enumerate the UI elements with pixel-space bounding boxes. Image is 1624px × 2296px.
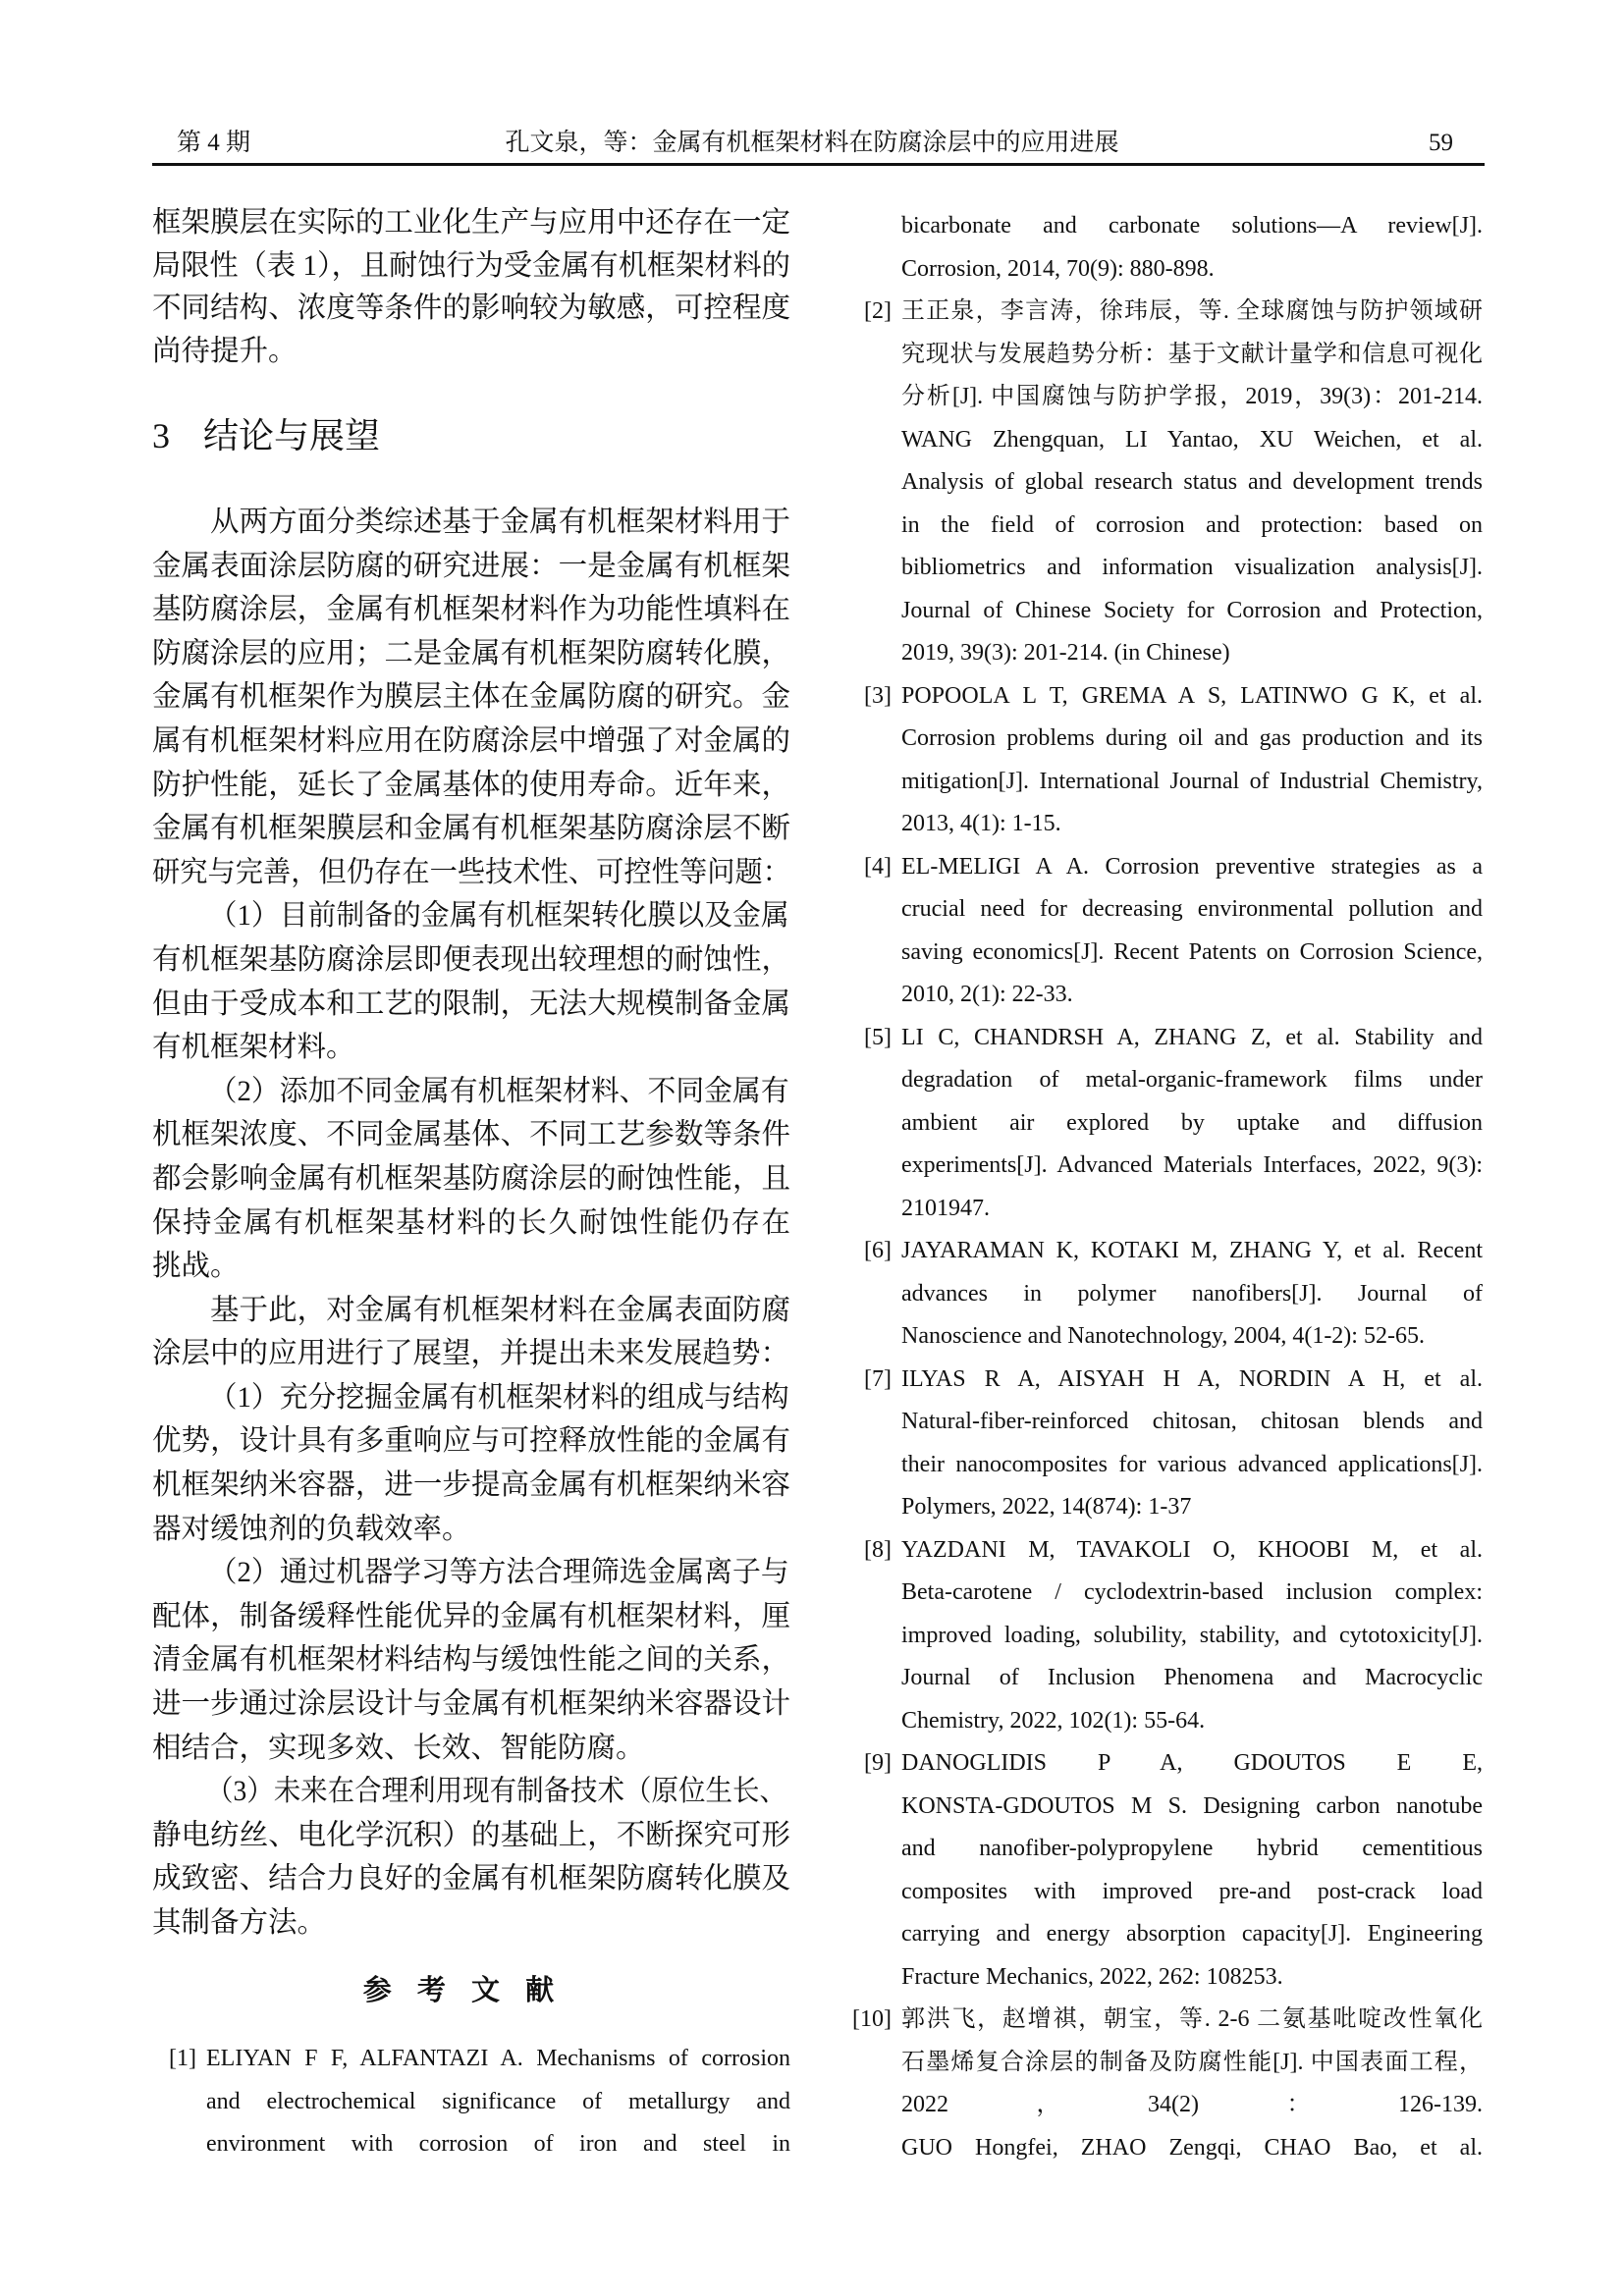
reference-item [864, 1359, 1483, 1529]
references-title: 参考文献 [362, 1975, 580, 2006]
text-line: EL-MELIGI A A. Corrosion preventive strategies as a [901, 853, 1483, 880]
reference-item [864, 846, 1483, 1017]
text-line: 涂层中的应用进行了展望，并提出未来发展趋势： [152, 1338, 790, 1370]
text-line: 研究与完善，但仍存在一些技术性、可控性等问题： [152, 856, 790, 888]
text-line: Corrosion problems during oil and gas production and its [901, 725, 1483, 751]
text-line: advances in polymer nanofibers[J]. Journal of [901, 1280, 1483, 1307]
section-number: 3 [152, 416, 170, 455]
text-line: crucial need for decreasing environmental pollution and [901, 896, 1483, 922]
reference-number: [5] [864, 1024, 892, 1050]
reference-item [852, 1999, 1483, 2169]
reference-item [864, 1230, 1483, 1359]
text-line: experiments[J]. Advanced Materials Interfaces, 2022, 9(3): [901, 1152, 1483, 1178]
text-line: 2019, 39(3): 201-214. (in Chinese) [901, 640, 1230, 666]
reference-number: [9] [864, 1750, 892, 1776]
text-line: Analysis of global research status and development trends [901, 469, 1483, 495]
text-line: 基于此，对金属有机框架材料在金属表面防腐 [210, 1294, 790, 1326]
reference-item [864, 1017, 1483, 1231]
paragraph [152, 894, 790, 1069]
text-line: （2）通过机器学习等方法合理筛选金属离子与 [208, 1557, 789, 1589]
text-line: 金属有机框架膜层和金属有机框架基防腐涂层不断 [152, 813, 790, 845]
text-line: 属有机框架材料应用在防腐涂层中增强了对金属的 [152, 724, 790, 757]
text-line: composites with improved pre-and post-crack load [901, 1878, 1483, 1904]
text-line: ambient air explored by uptake and diffusion [901, 1109, 1483, 1136]
reference-number: [1] [169, 2046, 196, 2071]
text-line: 金属表面涂层防腐的研究进展：一是金属有机框架 [152, 550, 790, 582]
text-line: 分析[J]. 中国腐蚀与防护学报，2019，39(3)：201-214. [901, 384, 1483, 409]
text-line: （2）添加不同金属有机框架材料、不同金属有 [208, 1075, 789, 1107]
paragraph [152, 1376, 790, 1551]
reference-item [864, 675, 1483, 846]
text-line: saving economics[J]. Recent Patents on Corrosion Science, [901, 938, 1483, 965]
text-line: in the field of corrosion and protection: based on [901, 511, 1483, 538]
text-line: Polymers, 2022, 14(874): 1-37 [901, 1494, 1192, 1520]
text-line: 从两方面分类综述基于金属有机框架材料用于 [210, 507, 790, 538]
paragraph [152, 1551, 790, 1770]
text-line: 防护性能，延长了金属基体的使用寿命。近年来， [152, 769, 790, 801]
text-line: 进一步通过涂层设计与金属有机框架纳米容器设计 [152, 1688, 790, 1721]
text-line: 王正泉，李言涛，徐玮辰，等. 全球腐蚀与防护领域研 [901, 298, 1483, 324]
text-line: 有机框架材料。 [152, 1032, 355, 1064]
text-line: 相结合，实现多效、长效、智能防腐。 [152, 1732, 645, 1764]
references-left [169, 2038, 790, 2166]
text-line: Chemistry, 2022, 102(1): 55-64. [901, 1707, 1206, 1734]
text-line: 保持金属有机框架基材料的长久耐蚀性能仍存在 [152, 1206, 790, 1239]
text-line: 究现状与发展趋势分析：基于文献计量学和信息可视化 [901, 341, 1483, 367]
text-line: JAYARAMAN K, KOTAKI M, ZHANG Y, et al. Recent [901, 1238, 1483, 1263]
text-line: mitigation[J]. International Journal of Industrial Chemistry, [901, 768, 1483, 794]
text-line: 局限性（表 1），且耐蚀行为受金属有机框架材料的 [152, 249, 790, 282]
text-line: 金属有机框架作为膜层主体在金属防腐的研究。金 [152, 681, 790, 714]
text-line: GUO Hongfei, ZHAO Zengqi, CHAO Bao, et al. [901, 2134, 1483, 2161]
text-line: and nanofiber-polypropylene hybrid cementitious [901, 1836, 1483, 1861]
paragraph [152, 1770, 790, 1945]
page-number: 59 [1429, 130, 1453, 156]
text-line: 但由于受成本和工艺的限制，无法大规模制备金属 [152, 988, 790, 1020]
reference-number: [8] [864, 1536, 892, 1563]
text-line: and electrochemical significance of metallurgy and [206, 2088, 790, 2114]
text-line: YAZDANI M, TAVAKOLI O, KHOOBI M, et al. [901, 1536, 1483, 1563]
reference-number: [7] [864, 1365, 892, 1392]
running-header-title: 孔文泉，等：金属有机框架材料在防腐涂层中的应用进展 [505, 130, 1119, 156]
text-line: 机框架纳米容器，进一步提高金属有机框架纳米容 [152, 1469, 790, 1502]
reference-item [864, 1742, 1483, 1999]
text-line: Corrosion, 2014, 70(9): 880-898. [901, 255, 1215, 282]
text-line: WANG Zhengquan, LI Yantao, XU Weichen, et al. [901, 426, 1483, 453]
reference-item [169, 2038, 790, 2166]
text-line: ILYAS R A, AISYAH H A, NORDIN A H, et al. [901, 1365, 1483, 1392]
text-line: 石墨烯复合涂层的制备及防腐性能[J]. 中国表面工程， [901, 2049, 1483, 2075]
text-line: 静电纺丝、电化学沉积）的基础上，不断探究可形 [152, 1819, 790, 1851]
text-line: Natural-fiber-reinforced chitosan, chitosan blends and [901, 1409, 1483, 1434]
reference-item [864, 291, 1483, 675]
text-line: 成致密、结合力良好的金属有机框架防腐转化膜及 [152, 1863, 790, 1896]
text-line: POPOOLA L T, GREMA A S, LATINWO G K, et al. [901, 682, 1483, 709]
references-right [852, 205, 1483, 2169]
text-line: 不同结构、浓度等条件的影响较为敏感，可控程度 [152, 293, 790, 324]
running-header-issue: 第 4 期 [177, 130, 251, 156]
text-line: 2010, 2(1): 22-33. [901, 982, 1073, 1007]
text-line: Journal of Chinese Society for Corrosion and Protection, [901, 597, 1483, 623]
reference-item [901, 205, 1483, 291]
text-line: 2101947. [901, 1195, 990, 1221]
section-heading [152, 412, 380, 459]
text-line: DANOGLIDIS P A, GDOUTOS E E, [901, 1750, 1483, 1776]
reference-number: [6] [864, 1238, 892, 1263]
paragraph [152, 501, 790, 894]
text-line: 优势，设计具有多重响应与可控释放性能的金属有 [152, 1425, 790, 1458]
text-line: bibliometrics and information visualization analysis[J]. [901, 555, 1483, 580]
text-line: 机框架浓度、不同金属基体、不同工艺参数等条件 [152, 1119, 790, 1151]
text-line: their nanocomposites for various advanced applications[J]. [901, 1451, 1483, 1477]
reference-number: [4] [864, 853, 892, 880]
reference-number: [2] [864, 298, 892, 324]
text-line: 防腐涂层的应用；二是金属有机框架防腐转化膜， [152, 637, 790, 669]
text-line: ELIYAN F F, ALFANTAZI A. Mechanisms of corrosion [206, 2046, 790, 2071]
text-line: improved loading, solubility, stability, and cytotoxicity[J]. [901, 1622, 1483, 1648]
text-line: 2013, 4(1): 1-15. [901, 811, 1061, 836]
text-line: 基防腐涂层，金属有机框架材料作为功能性填料在 [152, 594, 790, 626]
reference-number: [10] [852, 2006, 892, 2032]
text-line: 其制备方法。 [152, 1907, 327, 1939]
text-line: 清金属有机框架材料结构与缓蚀性能之间的关系， [152, 1644, 790, 1677]
text-line: carrying and energy absorption capacity[J]. Engineering [901, 1921, 1483, 1947]
paragraph [152, 1070, 790, 1289]
text-line: （1）充分挖掘金属有机框架材料的组成与结构 [208, 1381, 789, 1414]
text-line: 2022，34(2)：126-139. [901, 2092, 1483, 2117]
text-line: （3）未来在合理利用现有制备技术（原位生长、 [205, 1776, 786, 1808]
text-line: Beta-carotene / cyclodextrin-based inclusion complex: [901, 1579, 1483, 1605]
text-line: （1）目前制备的金属有机框架转化膜以及金属 [208, 900, 789, 933]
text-line: 框架膜层在实际的工业化生产与应用中还存在一定 [152, 207, 790, 239]
reference-item [864, 1529, 1483, 1743]
reference-number: [3] [864, 682, 892, 709]
text-line: Fracture Mechanics, 2022, 262: 108253. [901, 1963, 1283, 1990]
text-line: bicarbonate and carbonate solutions—A review[J]. [901, 213, 1483, 239]
text-line: 郭洪飞，赵增祺，朝宝，等. 2-6 二氨基吡啶改性氧化 [901, 2006, 1483, 2032]
left-intro-paragraph [152, 202, 790, 373]
text-line: 尚待提升。 [152, 335, 298, 367]
section-title: 结论与展望 [203, 416, 381, 455]
text-line: environment with corrosion of iron and steel in [206, 2131, 790, 2157]
text-line: Nanoscience and Nanotechnology, 2004, 4(1-2): 52-65. [901, 1323, 1425, 1349]
paragraph [152, 1289, 790, 1376]
text-line: LI C, CHANDRSH A, ZHANG Z, et al. Stability and [901, 1024, 1483, 1050]
text-line: 配体，制备缓释性能优异的金属有机框架材料，厘 [152, 1600, 790, 1632]
header-rule [152, 163, 1485, 166]
text-line: KONSTA-GDOUTOS M S. Designing carbon nanotube [901, 1792, 1483, 1819]
text-line: degradation of metal-organic-framework films under [901, 1067, 1483, 1093]
text-line: Journal of Inclusion Phenomena and Macrocyclic [901, 1665, 1483, 1690]
text-line: 器对缓蚀剂的负载效率。 [152, 1513, 471, 1545]
text-line: 有机框架基防腐涂层即便表现出较理想的耐蚀性， [152, 943, 790, 976]
conclusion-body [152, 501, 790, 1946]
text-line: 挑战。 [152, 1251, 240, 1283]
text-line: 都会影响金属有机框架基防腐涂层的耐蚀性能，且 [152, 1162, 790, 1195]
